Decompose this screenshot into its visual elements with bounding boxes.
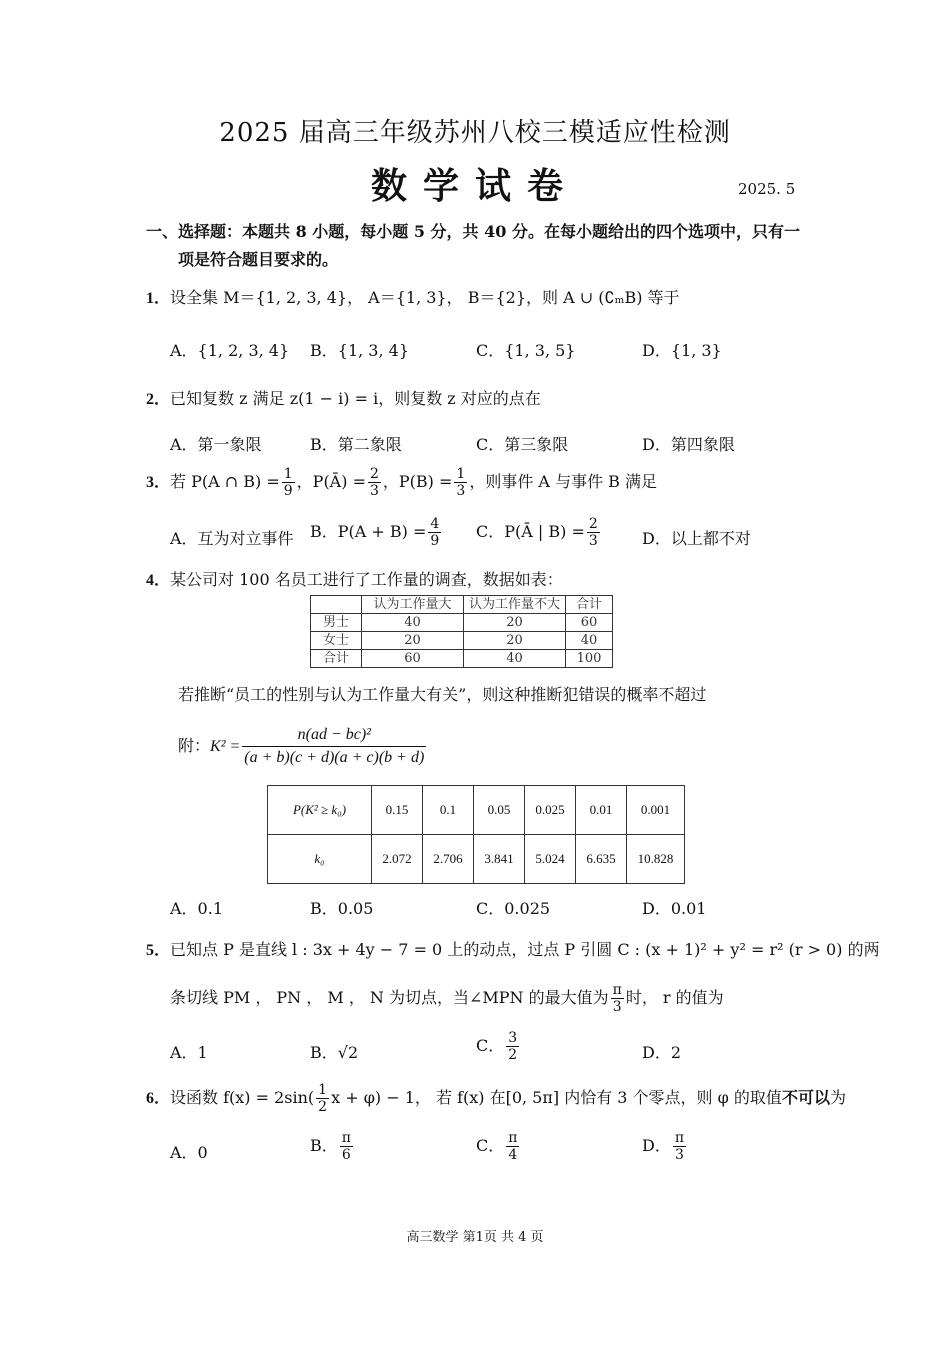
- question-stem: 某公司对 100 名员工进行了工作量的调查，数据如表：: [170, 570, 563, 589]
- page-footer: 高三数学 第1页 共 4 页: [406, 1230, 544, 1245]
- q6-option-a: A．0: [170, 1143, 208, 1162]
- q2-option-d: D．第四象限: [642, 435, 735, 454]
- table-row: P(K² ≥ k₀) 0.15 0.1 0.05 0.025 0.01 0.001: [268, 786, 685, 835]
- q5-option-d: D．2: [642, 1043, 682, 1062]
- k2-formula: 附：K² = $\frac{\text{n(ad − bc)²}}{(a + b)(c + d)(a + c)(b + d)}$: [178, 726, 425, 766]
- stem-part: 若 P(A ∩ B) =: [170, 472, 280, 491]
- q4-option-a: A．0.1: [170, 899, 224, 918]
- question-number: 3．: [146, 474, 171, 491]
- exam-date: 2025. 5: [738, 180, 796, 198]
- stem-part: ，P(Ā) =: [296, 472, 366, 491]
- q3-option-c: C．P(Ā | B) = $\frac{2}{3}$: [476, 516, 598, 549]
- q4-option-b: B．0.05: [310, 899, 374, 918]
- question-6: 6．设函数 f(x) = 2sin( $\frac{1}{2}$ x + φ) − 1， 若 f(x) 在[0, 5π] 内恰有 3 个零点，则 φ 的取值不可以为: [146, 1082, 846, 1115]
- table-header-row: 认为工作量大 认为工作量不大 合计: [311, 596, 613, 614]
- q2-option-c: C．第三象限: [476, 435, 569, 454]
- q2-option-a: A．第一象限: [170, 435, 262, 454]
- survey-table: [310, 595, 613, 668]
- question-number: 6．: [146, 1090, 171, 1107]
- critical-value-table: [267, 785, 685, 884]
- q6-option-b: B． $\frac{\pi}{6}$: [310, 1130, 351, 1163]
- question-4: [146, 568, 563, 593]
- fraction: $\frac{1}{9}$: [283, 466, 293, 499]
- q5-option-c: C． $\frac{3}{2}$: [476, 1030, 518, 1063]
- q4-question: 若推断“员工的性别与认为工作量大有关”，则这种推断犯错误的概率不超过: [178, 685, 707, 704]
- table-row: k₀ 2.072 2.706 3.841 5.024 6.635 10.828: [268, 835, 685, 884]
- q1-option-d: D．{1, 3}: [642, 341, 722, 360]
- q2-option-b: B．第二象限: [310, 435, 402, 454]
- fraction: $\frac{2}{3}$: [369, 466, 379, 499]
- table-row: 女士 20 20 40: [311, 632, 613, 650]
- exam-title: 2025 届高三年级苏州八校三模适应性检测: [219, 118, 731, 148]
- section-heading: [146, 218, 816, 274]
- q1-option-a: A．{1, 2, 3, 4}: [170, 341, 290, 360]
- question-2: [146, 387, 541, 412]
- q3-option-b: B．P(A + B) = $\frac{4}{9}$: [310, 516, 440, 549]
- q4-option-d: D．0.01: [642, 899, 707, 918]
- q6-option-c: C． $\frac{\pi}{4}$: [476, 1130, 518, 1163]
- q3-option-d: D．以上都不对: [642, 529, 751, 548]
- q1-option-c: C．{1, 3, 5}: [476, 341, 576, 360]
- question-number: 4．: [146, 572, 171, 589]
- question-3: [146, 466, 657, 499]
- question-5-line-2: 条切线 PM ， PN ， M ， N 为切点，当∠MPN 的最大值为 $\frac{\pi}{3}$ 时， r 的值为: [170, 982, 724, 1015]
- section-line-2: 项是符合题目要求的。: [178, 250, 339, 269]
- stem-part: ，P(B) =: [382, 472, 453, 491]
- q5-option-a: A．1: [170, 1043, 208, 1062]
- question-stem: 已知点 P 是直线 l : 3x + 4y − 7 = 0 上的动点，过点 P 引圆 C : (x + 1)² + y² = r² (r > 0) 的两: [170, 940, 880, 959]
- q5-option-b: B．√2: [310, 1043, 359, 1062]
- q6-option-d: D． $\frac{\pi}{3}$: [642, 1130, 685, 1163]
- section-line-1: 一、选择题：本题共 8 小题，每小题 5 分，共 40 分。在每小题给出的四个选项中，只有一: [146, 222, 800, 241]
- question-number: 2．: [146, 391, 171, 408]
- q4-option-c: C．0.025: [476, 899, 551, 918]
- question-number: 5．: [146, 942, 171, 959]
- question-number: 1．: [146, 290, 171, 307]
- question-5: [146, 938, 880, 963]
- stem-part: ，则事件 A 与事件 B 满足: [469, 472, 658, 491]
- fraction: $\frac{1}{3}$: [456, 466, 466, 499]
- exam-subtitle: 数学试卷: [370, 165, 579, 207]
- question-stem: 已知复数 z 满足 z(1 − i) = i，则复数 z 对应的点在: [170, 389, 541, 408]
- q3-option-a: A．互为对立事件: [170, 529, 294, 548]
- question-1: [146, 286, 680, 311]
- q1-option-b: B．{1, 3, 4}: [310, 341, 410, 360]
- emphasis: 不可以: [781, 1090, 830, 1107]
- question-stem: 设全集 M＝{1, 2, 3, 4}， A＝{1, 3}， B＝{2}，则 A ∪ (∁ₘB) 等于: [170, 288, 680, 307]
- table-row: 合计 60 40 100: [311, 650, 613, 668]
- table-row: 男士 40 20 60: [311, 614, 613, 632]
